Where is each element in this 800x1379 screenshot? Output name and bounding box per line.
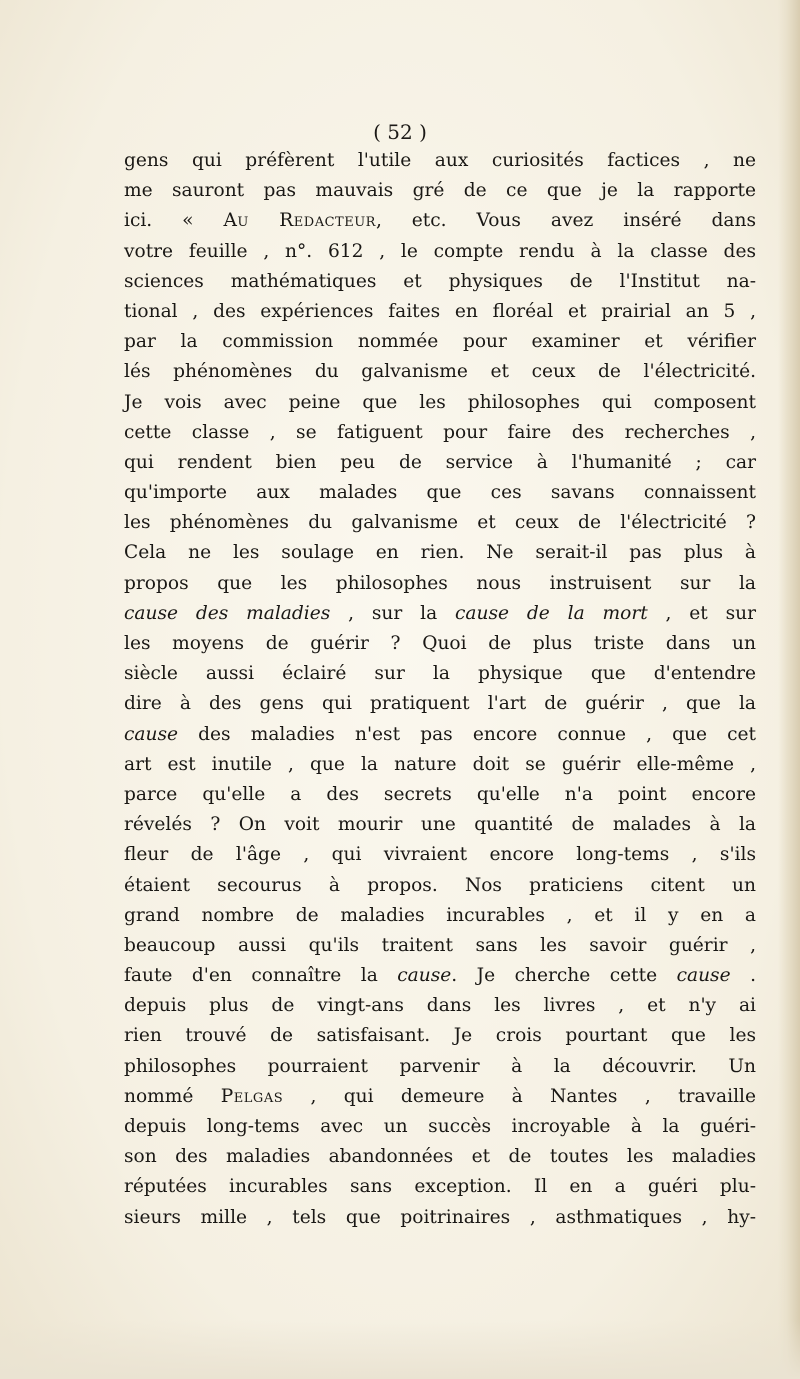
text-line [124, 569, 756, 599]
italic-text: cause [397, 965, 452, 987]
text-run: fleur de l'âge , qui vivraient encore long-tems , s'ils [124, 844, 756, 866]
text-run: qui rendent bien peu de service à l'humanité ; car [124, 451, 756, 473]
text-line [124, 720, 756, 750]
text-run: Cela ne les soulage en rien. Ne serait-il pas plus à [124, 542, 756, 564]
text-line [124, 327, 756, 357]
text-run: . Je cherche cette [451, 965, 677, 987]
text-line [124, 448, 756, 478]
page-number: ( 52 ) [373, 120, 427, 144]
text-run: , sur la [330, 602, 456, 624]
text-run: , qui demeure à Nantes , travaille [283, 1085, 756, 1107]
text-line [124, 478, 756, 508]
text-run: grand nombre de maladies incurables , et il y en a [124, 904, 756, 926]
text-run: Je vois avec peine que les philosophes qui composent [124, 391, 756, 413]
text-line [124, 1082, 756, 1112]
text-run: faute d'en connaître la [124, 965, 398, 987]
italic-text: cause des maladies [124, 602, 331, 624]
text-line [124, 931, 756, 961]
text-run: ici. « [124, 210, 224, 232]
text-run: cette classe , se fatiguent pour faire des recherches , [124, 421, 756, 443]
text-line [124, 1052, 756, 1082]
italic-text: cause de la mort [455, 602, 648, 624]
text-run: art est inutile , que la nature doit se guérir elle-même , [124, 753, 756, 775]
text-line [124, 388, 756, 418]
text-line [124, 1203, 756, 1233]
text-run: philosophes pourraient parvenir à la découvrir. Un [124, 1055, 756, 1077]
text-line [124, 1112, 756, 1142]
text-run: nommé [124, 1085, 221, 1107]
text-run: réputées incurables sans exception. Il en a guéri plu- [124, 1176, 756, 1198]
text-run: révelés ? On voit mourir une quantité de malades à la [124, 814, 756, 836]
text-line [124, 176, 756, 206]
text-run: , etc. Vous avez inséré dans [375, 210, 756, 232]
page-edge-shadow [778, 0, 800, 1379]
text-run: beaucoup aussi qu'ils traitent sans les savoir guérir , [124, 934, 756, 956]
text-run: parce qu'elle a des secrets qu'elle n'a point encore [124, 783, 756, 805]
small-caps-text: Au Redacteur [223, 210, 376, 232]
text-line [124, 750, 756, 780]
text-run: les moyens de guérir ? Quoi de plus triste dans un [124, 633, 756, 654]
small-caps-text: Pelgas [220, 1085, 284, 1107]
text-run: me sauront pas mauvais gré de ce que je la rapporte [124, 180, 756, 202]
text-line [124, 810, 756, 840]
text-line [124, 1021, 756, 1051]
text-line [124, 418, 756, 448]
text-line [124, 237, 756, 267]
text-line [124, 961, 756, 991]
text-line [124, 629, 756, 659]
text-run: sieurs mille , tels que poitrinaires , asthmatiques , hy- [124, 1206, 756, 1228]
text-line [124, 871, 756, 901]
text-line [124, 206, 756, 236]
body-text [124, 146, 774, 1233]
text-run: sciences mathématiques et physiques de l'Institut na- [124, 270, 756, 292]
text-line [124, 267, 756, 297]
text-run: siècle aussi éclairé sur la physique que d'entendre [124, 663, 756, 685]
text-run: depuis long-tems avec un succès incroyable à la guéri- [124, 1116, 756, 1137]
text-run: votre feuille , n°. 612 , le compte rendu à la classe des [124, 240, 756, 262]
text-line [124, 599, 756, 629]
text-run: par la commission nommée pour examiner et vérifier [124, 331, 756, 353]
text-run: rien trouvé de satisfaisant. Je crois pourtant que les [124, 1025, 756, 1047]
text-line [124, 508, 756, 538]
italic-text: cause [124, 723, 179, 745]
text-line [124, 297, 756, 327]
text-line [124, 659, 756, 689]
text-line [124, 538, 756, 568]
text-line [124, 146, 756, 176]
text-run: dire à des gens qui pratiquent l'art de guérir , que la [124, 693, 756, 715]
text-run: gens qui préfèrent l'utile aux curiosités factices , ne [124, 150, 756, 171]
text-line [124, 991, 756, 1021]
italic-text: cause [676, 965, 731, 987]
text-run: étaient secourus à propos. Nos praticiens citent un [124, 874, 756, 896]
text-run: , et sur [647, 602, 756, 624]
text-run: propos que les philosophes nous instruisent sur la [124, 572, 756, 594]
text-line [124, 1172, 756, 1202]
text-line [124, 840, 756, 870]
text-run: . [730, 965, 756, 987]
text-run: les phénomènes du galvanisme et ceux de l'électricité ? [124, 512, 756, 534]
text-line [124, 689, 756, 719]
text-run: depuis plus de vingt-ans dans les livres , et n'y ai [124, 995, 756, 1017]
page-bottom-shadow [0, 1319, 800, 1379]
text-line [124, 780, 756, 810]
text-line [124, 901, 756, 931]
text-run: son des maladies abandonnées et de toutes les maladies [124, 1146, 756, 1168]
text-run: des maladies n'est pas encore connue , que cet [178, 723, 756, 745]
text-run: lés phénomènes du galvanisme et ceux de l'électricité. [124, 361, 756, 383]
text-line [124, 357, 756, 387]
text-run: tional , des expériences faites en floréal et prairial an 5 , [124, 300, 756, 322]
text-run: qu'importe aux malades que ces savans connaissent [124, 482, 756, 504]
text-line [124, 1142, 756, 1172]
